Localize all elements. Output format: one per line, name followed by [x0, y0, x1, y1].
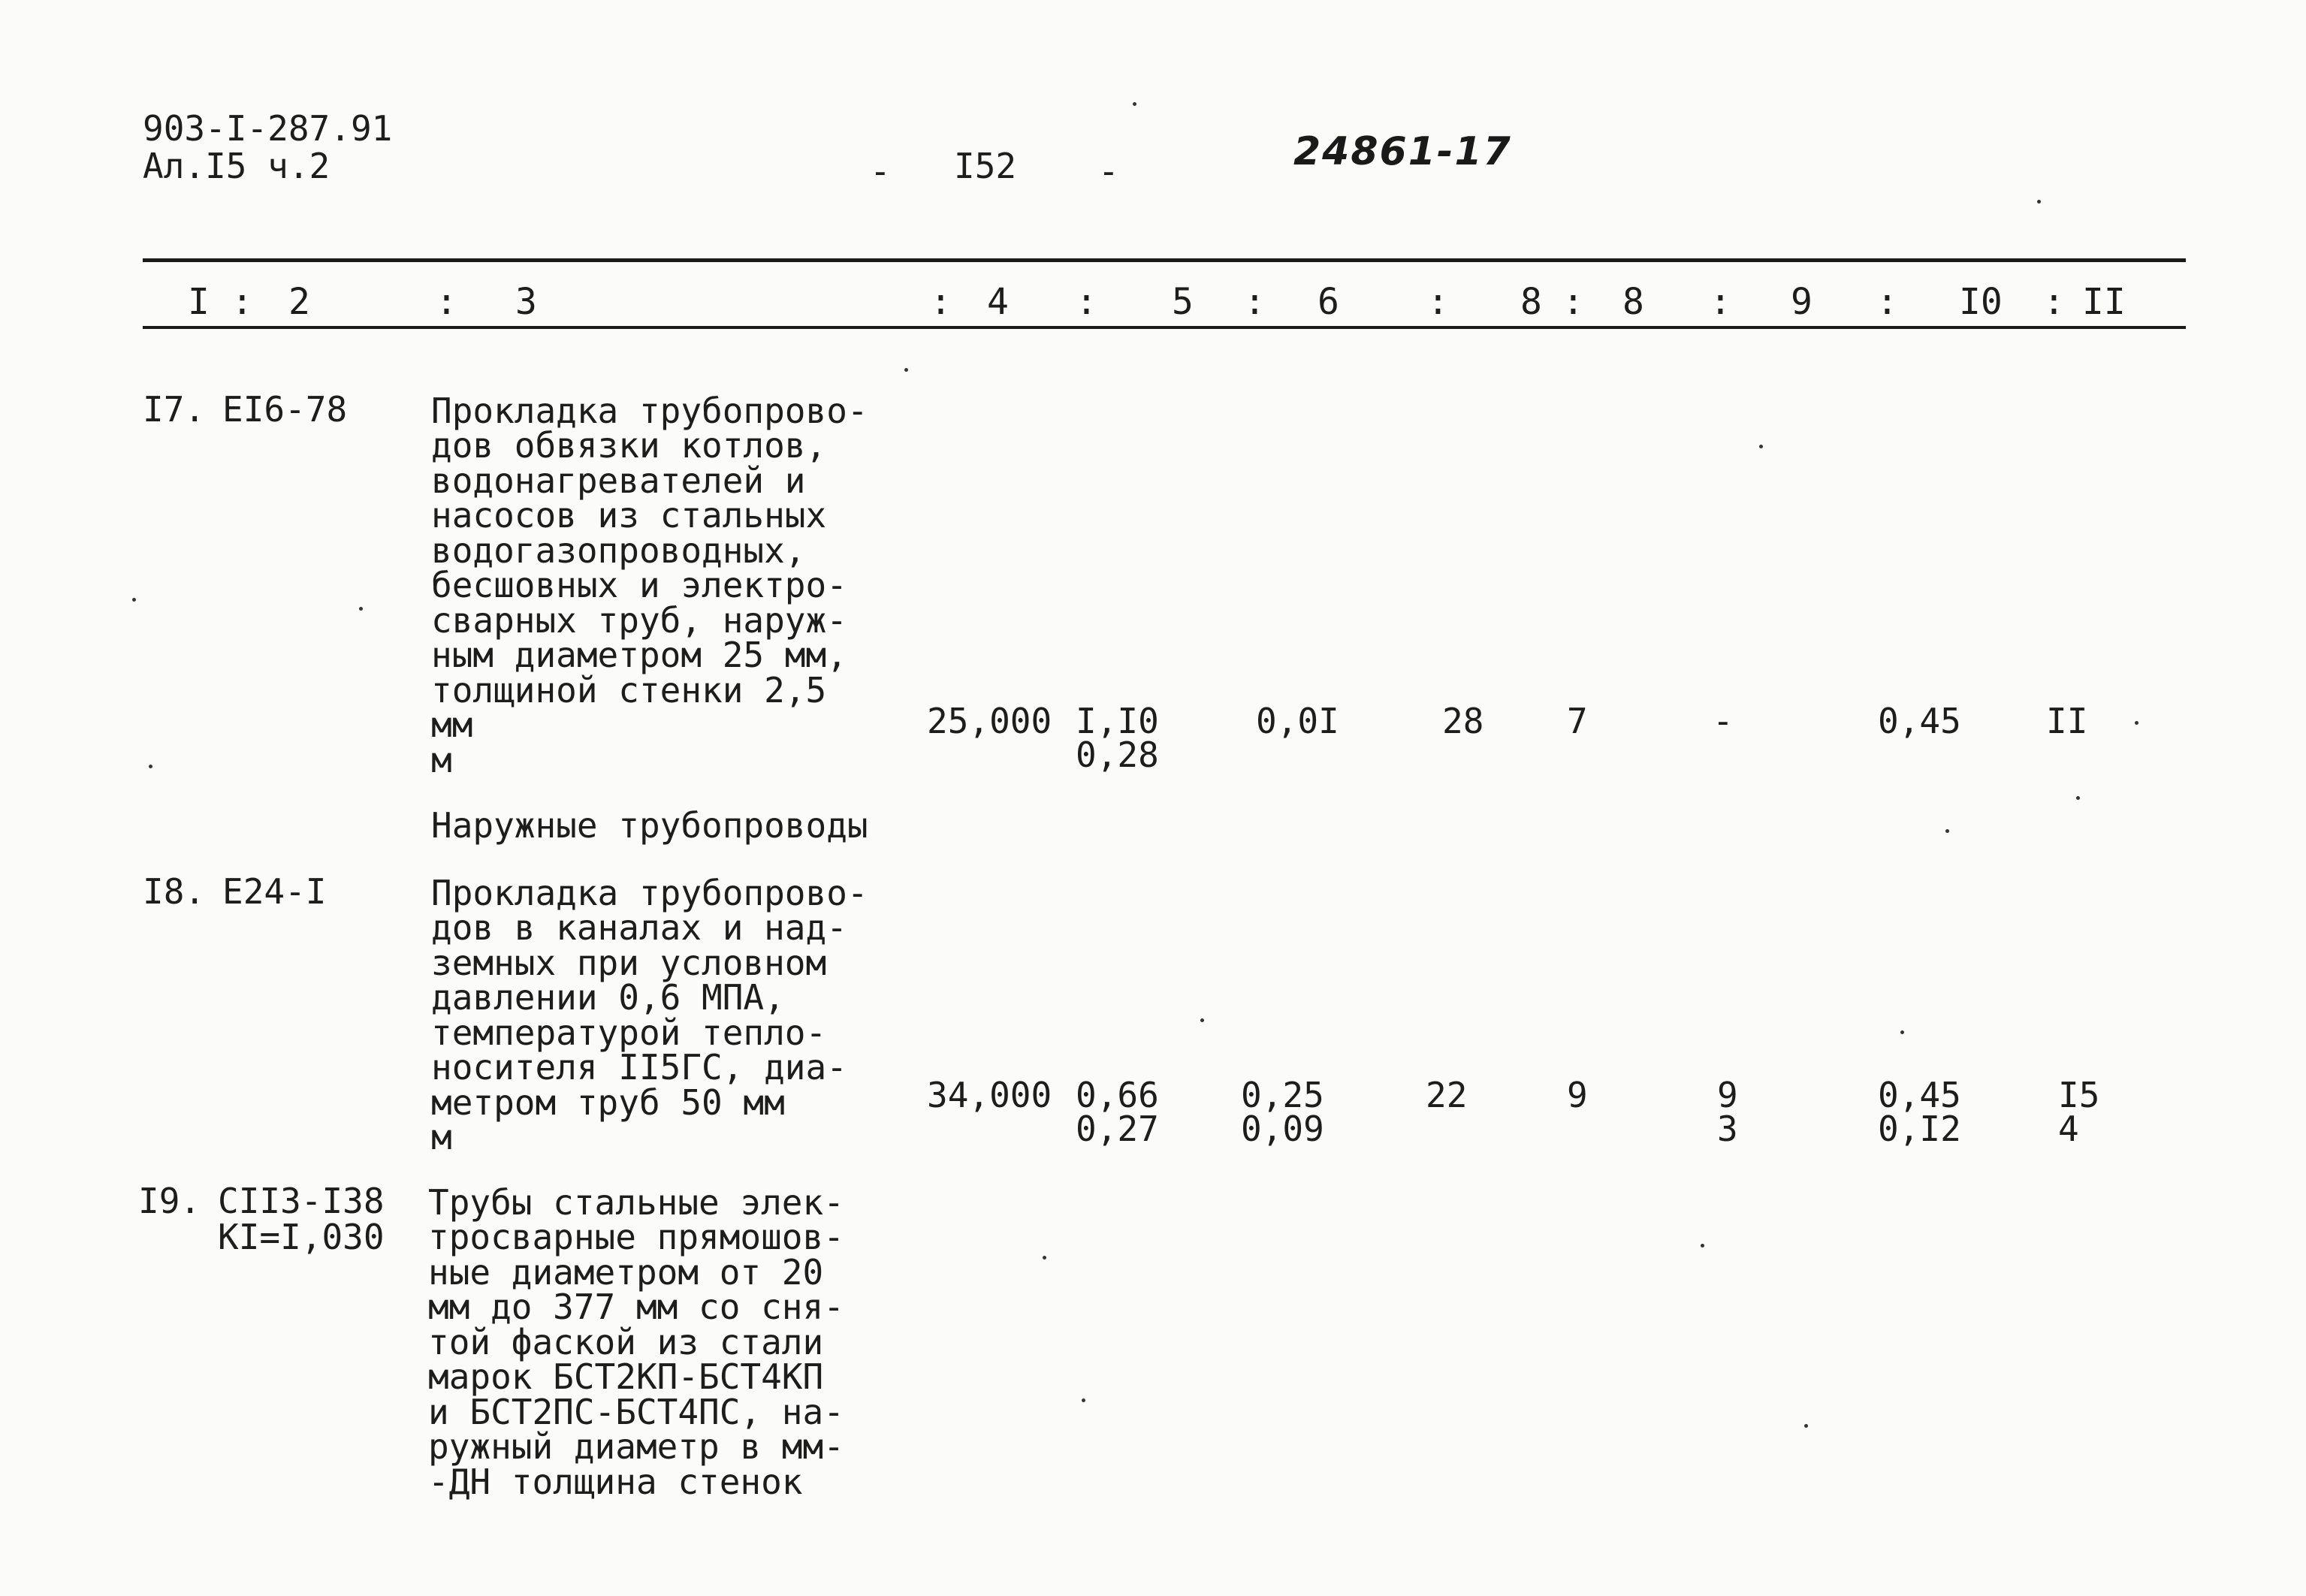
col-separator: :: [436, 281, 457, 323]
description-line: ным диаметром 25 мм,: [431, 635, 847, 675]
scan-speck: [149, 765, 152, 768]
cell-col9-line1: 9: [1717, 1075, 1738, 1115]
description-line: водогазопроводных,: [431, 530, 806, 571]
scan-speck: [1043, 1256, 1046, 1260]
col-header-6: 6: [1317, 281, 1339, 323]
col-header-2: 2: [288, 281, 310, 323]
description-line: мм до 377 мм со сня-: [428, 1287, 844, 1327]
cell-col7: 22: [1426, 1075, 1468, 1115]
handwritten-number: 24861-17: [1293, 129, 1512, 174]
cell-col9-line2: 3: [1717, 1109, 1738, 1149]
scan-speck: [1701, 1244, 1704, 1248]
description-line: давлении 0,6 МПА,: [431, 977, 785, 1018]
row-number: I9.: [138, 1181, 201, 1221]
col-header-7: 8: [1520, 281, 1542, 323]
description-line: водонагревателей и: [431, 460, 806, 501]
album-reference: Ал.I5 ч.2: [143, 146, 331, 186]
col-separator: :: [1562, 281, 1584, 323]
cell-col10: 0,45: [1878, 701, 1961, 741]
cell-col8: 7: [1567, 701, 1588, 741]
cell-col4: 25,000: [927, 701, 1052, 741]
description-line: -ДН толщина стенок: [428, 1462, 803, 1502]
col-separator: :: [1876, 281, 1898, 323]
col-header-1: I: [188, 281, 210, 323]
cell-col6-line1: 0,25: [1241, 1075, 1324, 1115]
col-header-8: 8: [1622, 281, 1644, 323]
row-code-line1: СII3-I38: [218, 1181, 385, 1221]
page-dash-left: -: [870, 151, 891, 192]
cell-col7: 28: [1442, 701, 1484, 741]
scan-speck: [1900, 1030, 1904, 1034]
scan-speck: [359, 607, 363, 611]
cell-col6: 0,0I: [1256, 701, 1339, 741]
scan-speck: [1200, 1018, 1204, 1022]
cell-col11-line1: I5: [2058, 1075, 2100, 1115]
cell-col11-line2: 4: [2058, 1109, 2079, 1149]
description-line: м: [431, 740, 452, 780]
cell-col9: -: [1713, 701, 1734, 741]
cell-col5-line1: 0,66: [1076, 1075, 1159, 1115]
section-title: Наружные трубопроводы: [431, 805, 868, 846]
col-header-9: 9: [1791, 281, 1813, 323]
col-header-4: 4: [987, 281, 1009, 323]
scan-speck: [2135, 721, 2138, 725]
description-line: температурой тепло-: [431, 1012, 827, 1053]
description-line: метром труб 50 мм: [431, 1082, 785, 1123]
cell-col11: II: [2046, 701, 2088, 741]
header-underline: [143, 326, 2186, 329]
page-dash-right: -: [1098, 151, 1119, 192]
description-line: Трубы стальные элек-: [428, 1182, 844, 1223]
scan-speck: [2037, 200, 2041, 204]
description-line: дов обвязки котлов,: [431, 425, 827, 466]
row-number: I8.: [143, 871, 206, 912]
col-separator: :: [231, 281, 253, 323]
cell-col5-line2: 0,27: [1076, 1109, 1159, 1149]
description-line: ружный диаметр в мм-: [428, 1426, 844, 1467]
description-line: мм: [431, 704, 473, 745]
top-rule: [143, 258, 2186, 262]
col-separator: :: [1244, 281, 1266, 323]
description-line: марок БСТ2КП-БСТ4КП: [428, 1356, 824, 1397]
row-code: E24-I: [222, 871, 327, 912]
description-line: ные диаметром от 20: [428, 1252, 824, 1293]
col-separator: :: [930, 281, 952, 323]
cell-col10-line2: 0,I2: [1878, 1109, 1961, 1149]
row-code: EI6-78: [222, 389, 348, 430]
cell-col6-line2: 0,09: [1241, 1109, 1324, 1149]
cell-col5-line1: I,I0: [1076, 701, 1159, 741]
cell-col8: 9: [1567, 1075, 1588, 1115]
description-line: и БСТ2ПС-БСТ4ПС, на-: [428, 1392, 844, 1432]
col-header-5: 5: [1172, 281, 1194, 323]
description-line: насосов из стальных: [431, 495, 827, 536]
scan-speck: [1759, 445, 1763, 448]
col-header-10: I0: [1959, 281, 2003, 323]
description-line: бесшовных и электро-: [431, 565, 847, 605]
description-line: носителя II5ГС, диа-: [431, 1047, 847, 1088]
scan-speck: [1945, 829, 1949, 833]
col-separator: :: [1427, 281, 1449, 323]
description-line: земных при условном: [431, 943, 827, 983]
cell-col10-line1: 0,45: [1878, 1075, 1961, 1115]
description-line: Прокладка трубопрово-: [431, 391, 868, 431]
description-line: той фаской из стали: [428, 1322, 824, 1362]
description-line: дов в каналах и над-: [431, 907, 847, 948]
description-line: сварных труб, наруж-: [431, 600, 847, 641]
page-number: I52: [954, 146, 1017, 186]
document-code: 903-I-287.91: [143, 108, 393, 149]
col-separator: :: [1710, 281, 1731, 323]
scan-speck: [132, 598, 136, 602]
col-separator: :: [1076, 281, 1097, 323]
row-code-line2: KI=I,030: [218, 1217, 385, 1257]
scan-speck: [2076, 796, 2080, 800]
cell-col5-line2: 0,28: [1076, 735, 1159, 775]
col-header-11: II: [2082, 281, 2126, 323]
col-header-3: 3: [515, 281, 537, 323]
scan-speck: [1804, 1424, 1808, 1428]
description-line: толщиной стенки 2,5: [431, 670, 827, 711]
scan-speck: [1082, 1398, 1085, 1402]
col-separator: :: [2043, 281, 2065, 323]
scan-speck: [1133, 102, 1136, 106]
description-line: м: [431, 1117, 452, 1157]
scan-speck: [904, 368, 908, 372]
description-line: Прокладка трубопрово-: [431, 873, 868, 913]
cell-col4: 34,000: [927, 1075, 1052, 1115]
row-number: I7.: [143, 389, 206, 430]
description-line: тросварные прямошов-: [428, 1217, 844, 1257]
